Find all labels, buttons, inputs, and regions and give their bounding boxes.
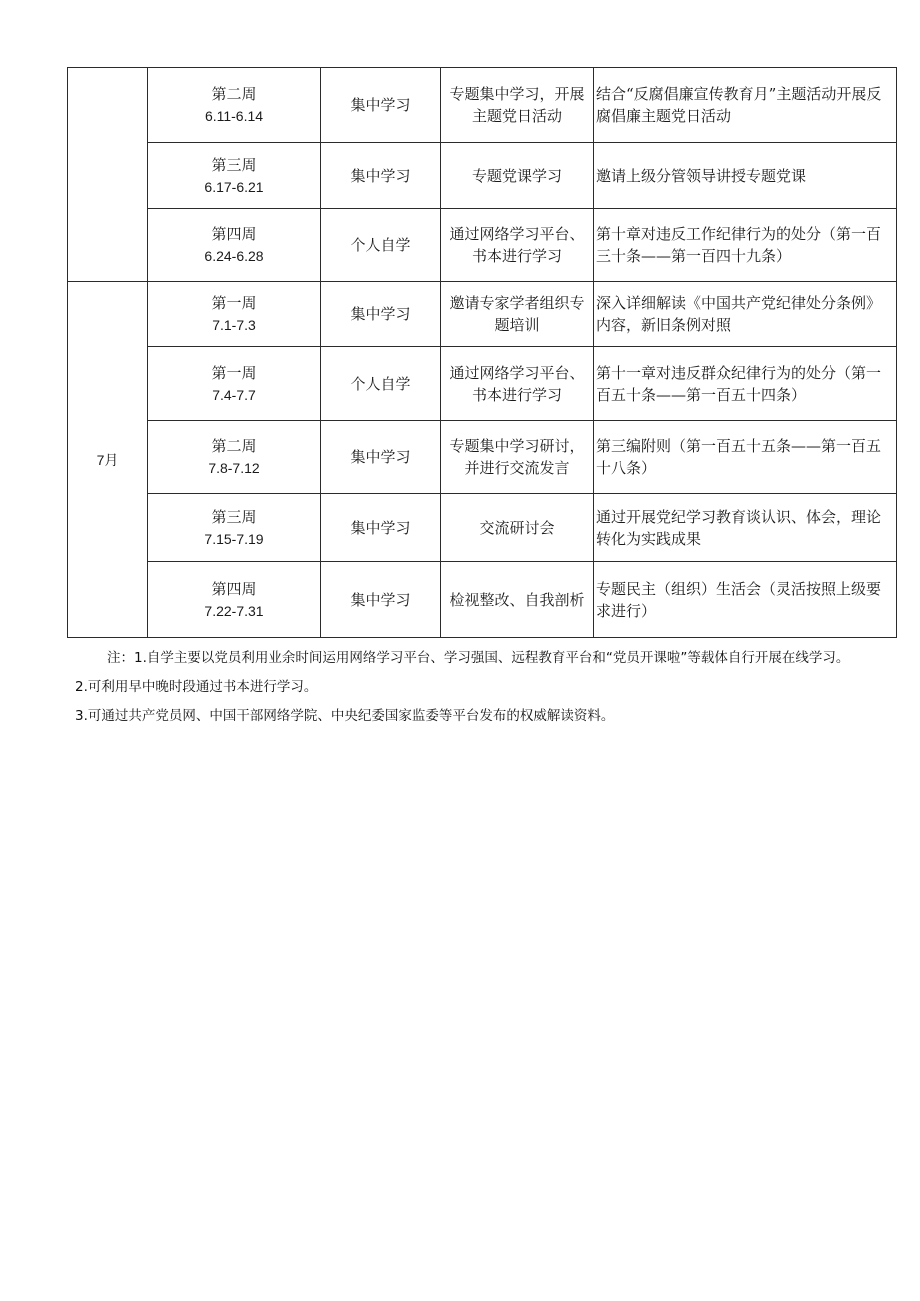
content-cell: 深入详细解读《中国共产党纪律处分条例》内容，新旧条例对照 bbox=[594, 282, 897, 347]
week-date: 7.4-7.7 bbox=[212, 386, 256, 403]
format-cell: 集中学习 bbox=[321, 421, 441, 494]
note-item: 注：1.自学主要以党员利用业余时间运用网络学习平台、学习强国、远程教育平台和“党员开课啦”等载体自行开展在线学习。 bbox=[107, 650, 850, 666]
content-cell: 专题民主（组织）生活会（灵活按照上级要求进行） bbox=[594, 562, 897, 638]
week-name: 第四周 bbox=[211, 225, 257, 243]
week-cell bbox=[148, 562, 321, 638]
table-row bbox=[68, 494, 897, 562]
month-cell-june bbox=[68, 68, 148, 282]
table-row bbox=[68, 562, 897, 638]
week-name: 第一周 bbox=[211, 294, 257, 312]
method-cell: 专题党课学习 bbox=[441, 143, 594, 209]
week-date: 6.11-6.14 bbox=[204, 108, 264, 124]
table-row bbox=[68, 347, 897, 421]
method-cell: 专题集中学习研讨，并进行交流发言 bbox=[441, 421, 594, 494]
week-date: 7.8-7.12 bbox=[208, 460, 260, 476]
method-cell: 通过网络学习平台、书本进行学习 bbox=[441, 209, 594, 282]
week-date: 6.17-6.21 bbox=[204, 178, 264, 195]
table-row bbox=[68, 421, 897, 494]
method-cell: 邀请专家学者组织专题培训 bbox=[441, 282, 594, 347]
week-date: 7.22-7.31 bbox=[204, 602, 264, 619]
week-date: 7.1-7.3 bbox=[212, 317, 256, 333]
week-date: 6.24-6.28 bbox=[204, 248, 264, 264]
format-cell: 集中学习 bbox=[321, 143, 441, 209]
week-cell bbox=[148, 494, 321, 562]
format-cell: 个人自学 bbox=[321, 209, 441, 282]
week-cell bbox=[148, 347, 321, 421]
week-cell bbox=[148, 209, 321, 282]
table-row bbox=[68, 68, 897, 143]
format-cell: 集中学习 bbox=[321, 282, 441, 347]
format-cell: 集中学习 bbox=[321, 68, 441, 143]
content-cell: 结合“反腐倡廉宣传教育月”主题活动开展反腐倡廉主题党日活动 bbox=[594, 68, 897, 143]
week-name: 第一周 bbox=[211, 363, 257, 382]
week-name: 第二周 bbox=[211, 437, 257, 455]
content-cell: 邀请上级分管领导讲授专题党课 bbox=[594, 143, 897, 209]
content-cell: 通过开展党纪学习教育谈认识、体会，理论转化为实践成果 bbox=[594, 494, 897, 562]
format-cell: 个人自学 bbox=[321, 347, 441, 421]
method-cell: 检视整改、自我剖析 bbox=[441, 562, 594, 638]
notes-section bbox=[75, 646, 875, 729]
content-cell: 第十章对违反工作纪律行为的处分（第一百三十条——第一百四十九条） bbox=[594, 209, 897, 282]
week-name: 第三周 bbox=[211, 507, 257, 526]
week-date: 7.15-7.19 bbox=[204, 530, 264, 547]
note-item: 2.可利用早中晚时段通过书本进行学习。 bbox=[75, 679, 318, 695]
table-row bbox=[68, 209, 897, 282]
method-cell: 通过网络学习平台、书本进行学习 bbox=[441, 347, 594, 421]
month-cell-july: 7月 bbox=[68, 282, 148, 638]
week-cell bbox=[148, 282, 321, 347]
week-name: 第三周 bbox=[211, 155, 257, 174]
week-cell bbox=[148, 143, 321, 209]
content-cell: 第十一章对违反群众纪律行为的处分（第一百五十条——第一百五十四条） bbox=[594, 347, 897, 421]
study-schedule-table bbox=[67, 67, 897, 638]
note-item: 3.可通过共产党员网、中国干部网络学院、中央纪委国家监委等平台发布的权威解读资料。 bbox=[75, 708, 615, 724]
week-name: 第二周 bbox=[211, 85, 257, 103]
format-cell: 集中学习 bbox=[321, 494, 441, 562]
content-cell: 第三编附则（第一百五十五条——第一百五十八条） bbox=[594, 421, 897, 494]
week-cell bbox=[148, 68, 321, 143]
method-cell: 专题集中学习，开展主题党日活动 bbox=[441, 68, 594, 143]
week-name: 第四周 bbox=[211, 579, 257, 598]
format-cell: 集中学习 bbox=[321, 562, 441, 638]
table-row bbox=[68, 282, 897, 347]
method-cell: 交流研讨会 bbox=[441, 494, 594, 562]
table-row bbox=[68, 143, 897, 209]
week-cell bbox=[148, 421, 321, 494]
